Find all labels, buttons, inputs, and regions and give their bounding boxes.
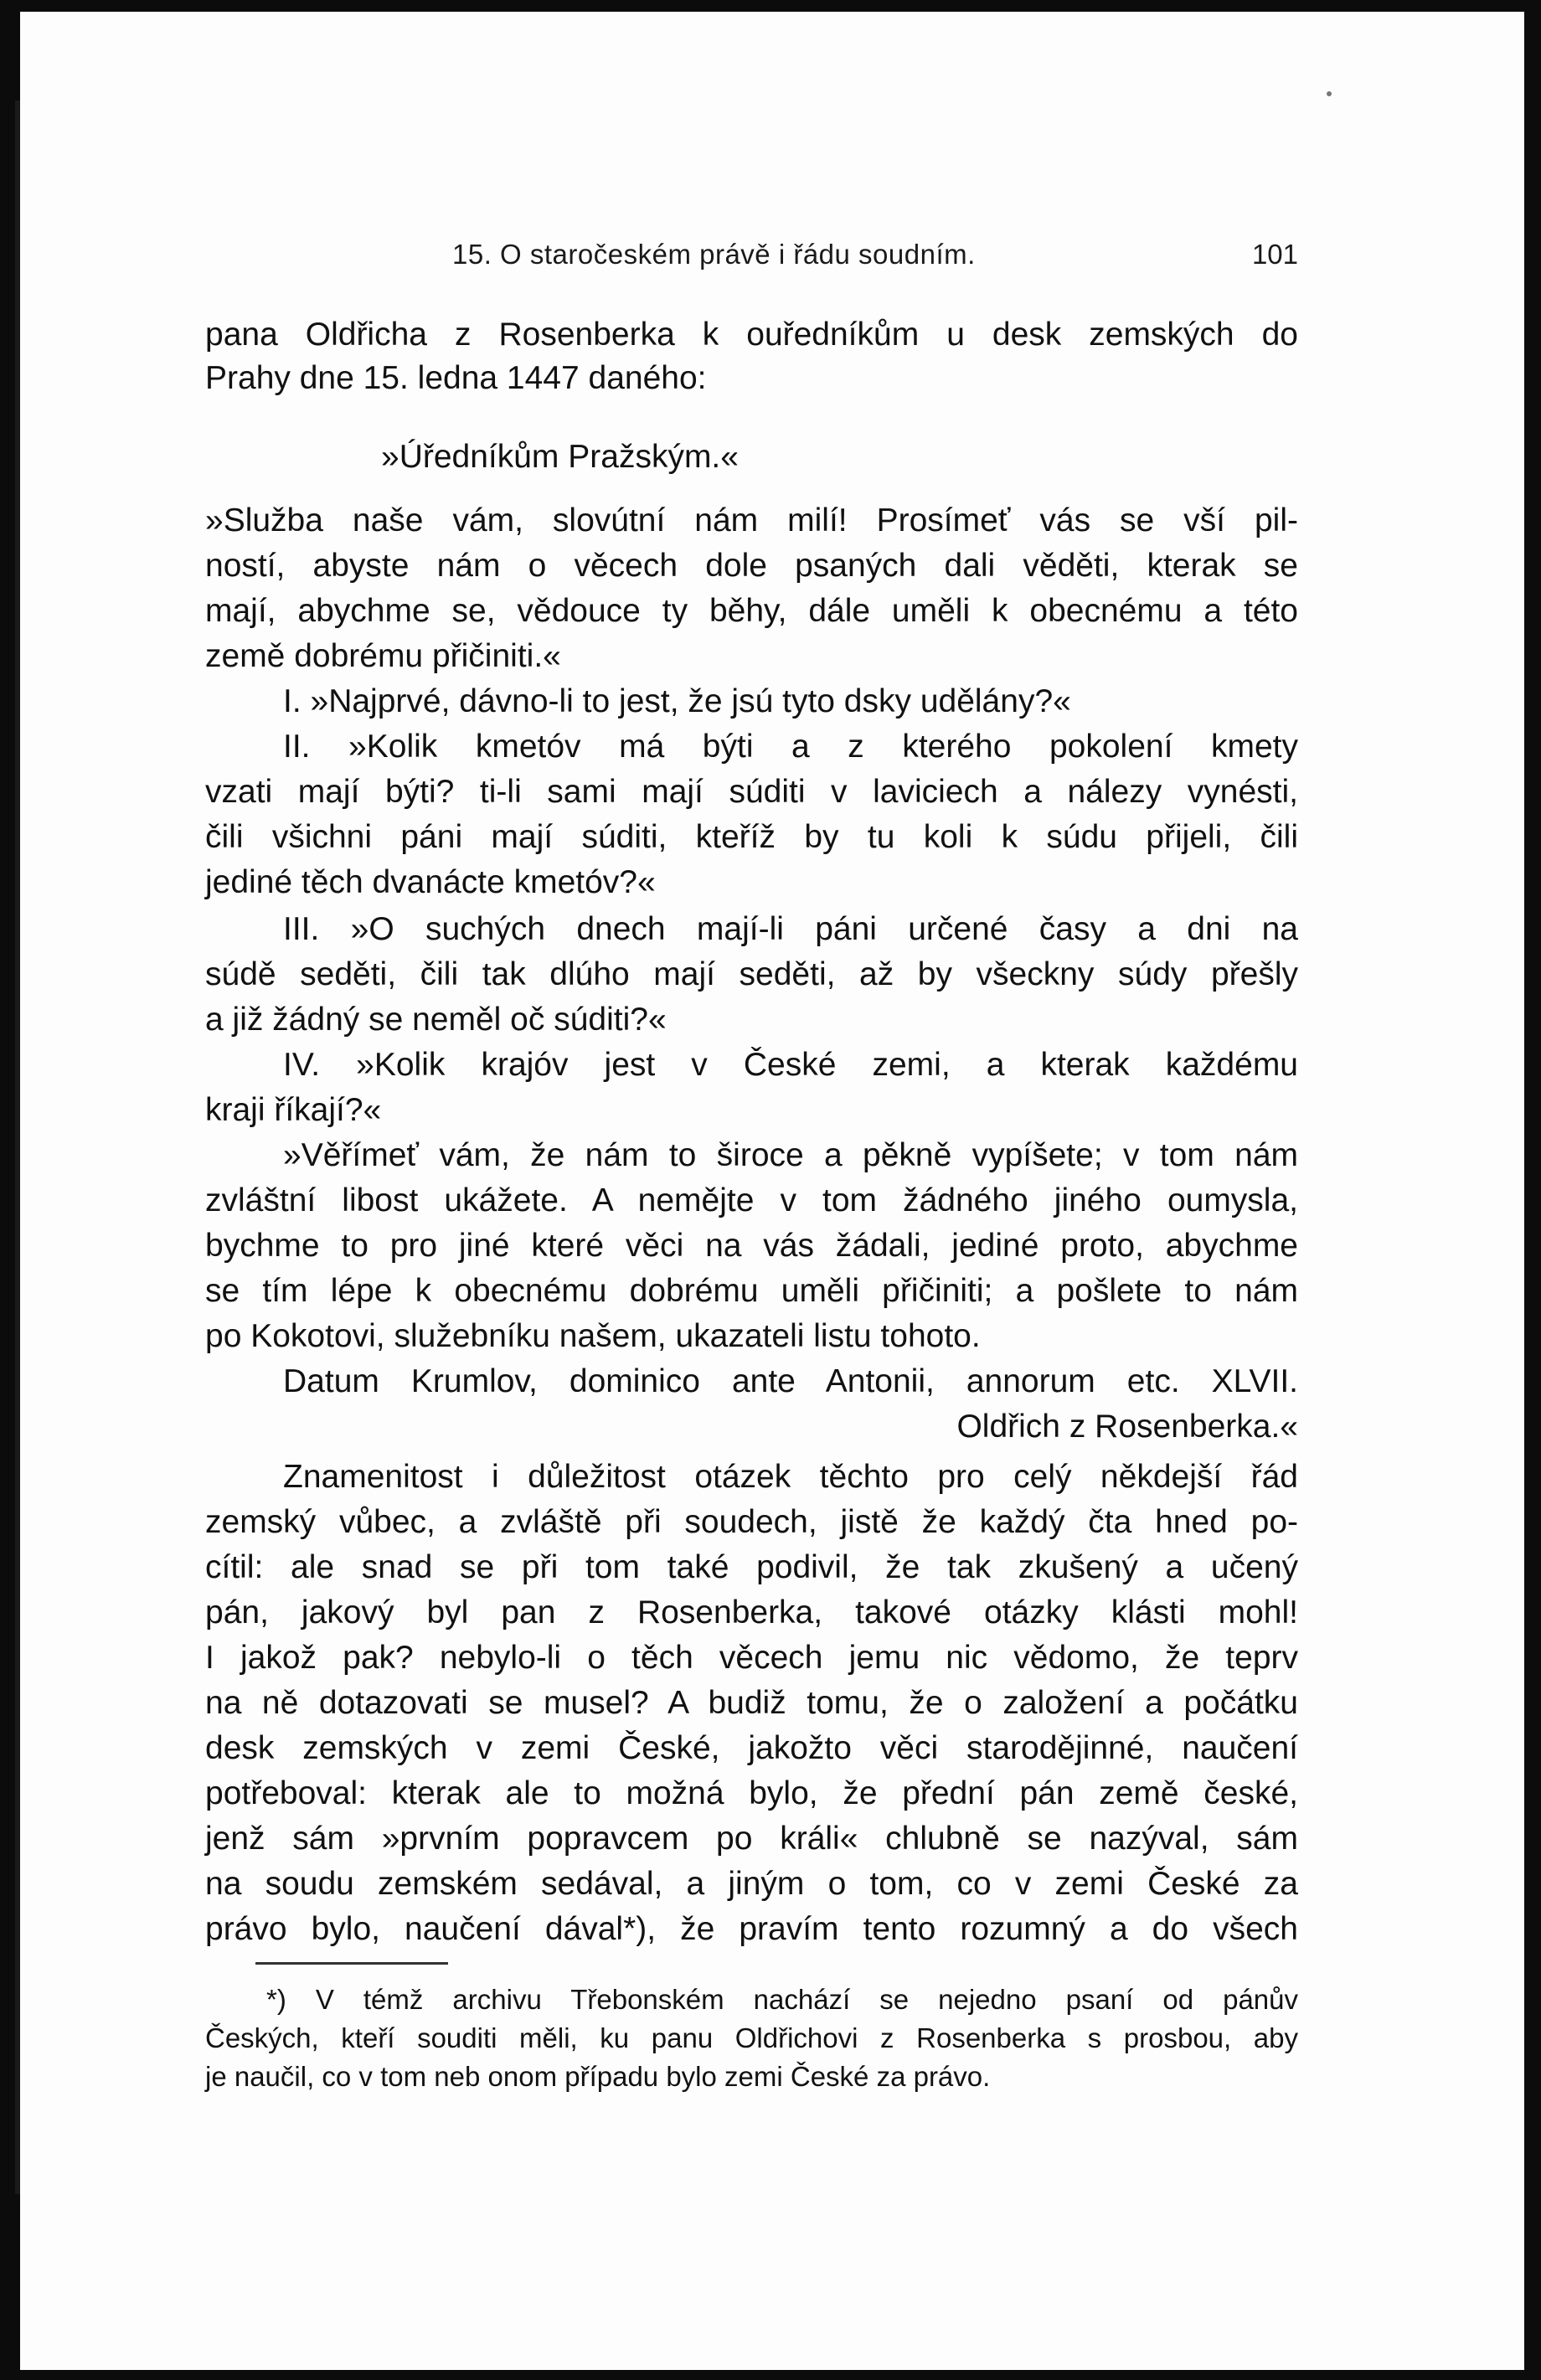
running-title: 15. O staročeském právě i řádu soudním.	[452, 239, 976, 270]
text-line: právo bylo, naučení dával*), že pravím tento rozumný a do všech	[205, 1911, 1298, 1947]
footnote-line: je naučil, co v tom neb onom případu bylo zemi České za právo.	[205, 2061, 991, 2092]
text-line: po Kokotovi, služebníku našem, ukazateli listu tohoto.	[205, 1318, 981, 1354]
question-line: II. »Kolik kmetóv má býti a z kterého pokolení kmety	[283, 729, 1298, 765]
text-line: pán, jakový byl pan z Rosenberka, takové otázky klásti mohl!	[205, 1594, 1298, 1630]
footnote-rule	[255, 1962, 448, 1965]
text-line: se tím lépe k obecnému dobrému uměli přičiniti; a pošlete to nám	[205, 1273, 1298, 1309]
text-line: na soudu zemském sedával, a jiným o tom, co v zemi České za	[205, 1866, 1298, 1902]
text-line: čili všichni páni mají súditi, kteříž by tu koli k súdu přijeli, čili	[205, 819, 1298, 855]
text-line: zvláštní libost ukážete. A nemějte v tom žádného jiného oumysla,	[205, 1182, 1298, 1218]
footnote-line: *) V témž archivu Třebonském nachází se nejedno psaní od pánův	[266, 1984, 1298, 2015]
question-line: III. »O suchých dnech mají-li páni určené časy a dni na	[283, 911, 1298, 947]
text-line: země dobrému přičiniti.«	[205, 638, 561, 674]
text-line: zemský vůbec, a zvláště při soudech, jistě že každý čta hned po-	[205, 1504, 1298, 1540]
text-line: bychme to pro jiné které věci na vás žádali, jediné proto, abychme	[205, 1228, 1298, 1264]
text-line: mají, abychme se, vědouce ty běhy, dále uměli k obecnému a této	[205, 593, 1298, 629]
text-line: jenž sám »prvním popravcem po králi« chlubně se nazýval, sám	[205, 1821, 1298, 1857]
text-line: Znamenitost i důležitost otázek těchto pro celý někdejší řád	[283, 1459, 1298, 1495]
speck	[1327, 91, 1332, 96]
text-line: kraji říkají?«	[205, 1092, 382, 1128]
question-line: I. »Najprvé, dávno-li to jest, že jsú tyto dsky udělány?«	[283, 683, 1071, 719]
text-line: I jakož pak? nebylo-li o těch věcech jemu nic vědomo, že teprv	[205, 1640, 1298, 1676]
text-line: ností, abyste nám o věcech dole psaných dali věděti, kterak se	[205, 548, 1298, 584]
signature-line: Oldřich z Rosenberka.«	[956, 1409, 1298, 1445]
text-line: desk zemských v zemi České, jakožto věci starodějinné, naučení	[205, 1730, 1298, 1766]
text-line: vzati mají býti? ti-li sami mají súditi v laviciech a nálezy vynésti,	[205, 774, 1298, 810]
text-line: súdě seděti, čili tak dlúho mají seděti, až by všeckny súdy přešly	[205, 956, 1298, 992]
page-number: 101	[1251, 239, 1298, 270]
question-line: IV. »Kolik krajóv jest v České zemi, a kterak každému	[283, 1047, 1298, 1083]
text-line: potřeboval: kterak ale to možná bylo, že přední pán země české,	[205, 1775, 1298, 1811]
text-line: »Věřímeť vám, že nám to široce a pěkně vypíšete; v tom nám	[283, 1137, 1298, 1173]
text-line: cítil: ale snad se při tom také podivil, že tak zkušený a učený	[205, 1549, 1298, 1585]
dateline: Datum Krumlov, dominico ante Antonii, annorum etc. XLVII.	[283, 1363, 1298, 1399]
page-header	[205, 239, 1298, 281]
letter-address: »Úředníkům Pražským.«	[381, 439, 739, 475]
text-line: pana Oldřicha z Rosenberka k ouředníkům u desk zemských do	[205, 317, 1298, 353]
footnote-line: Českých, kteří souditi měli, ku panu Oldřichovi z Rosenberka s prosbou, aby	[205, 2022, 1298, 2053]
text-line: »Služba naše vám, slovútní nám milí! Prosímeť vás se vší pil-	[205, 502, 1298, 538]
text-line: a již žádný se neměl oč súditi?«	[205, 1002, 667, 1038]
text-line: Prahy dne 15. ledna 1447 daného:	[205, 360, 707, 396]
text-line: jediné těch dvanácte kmetóv?«	[205, 864, 656, 900]
text-line: na ně dotazovati se musel? A budiž tomu, že o založení a počátku	[205, 1685, 1298, 1721]
